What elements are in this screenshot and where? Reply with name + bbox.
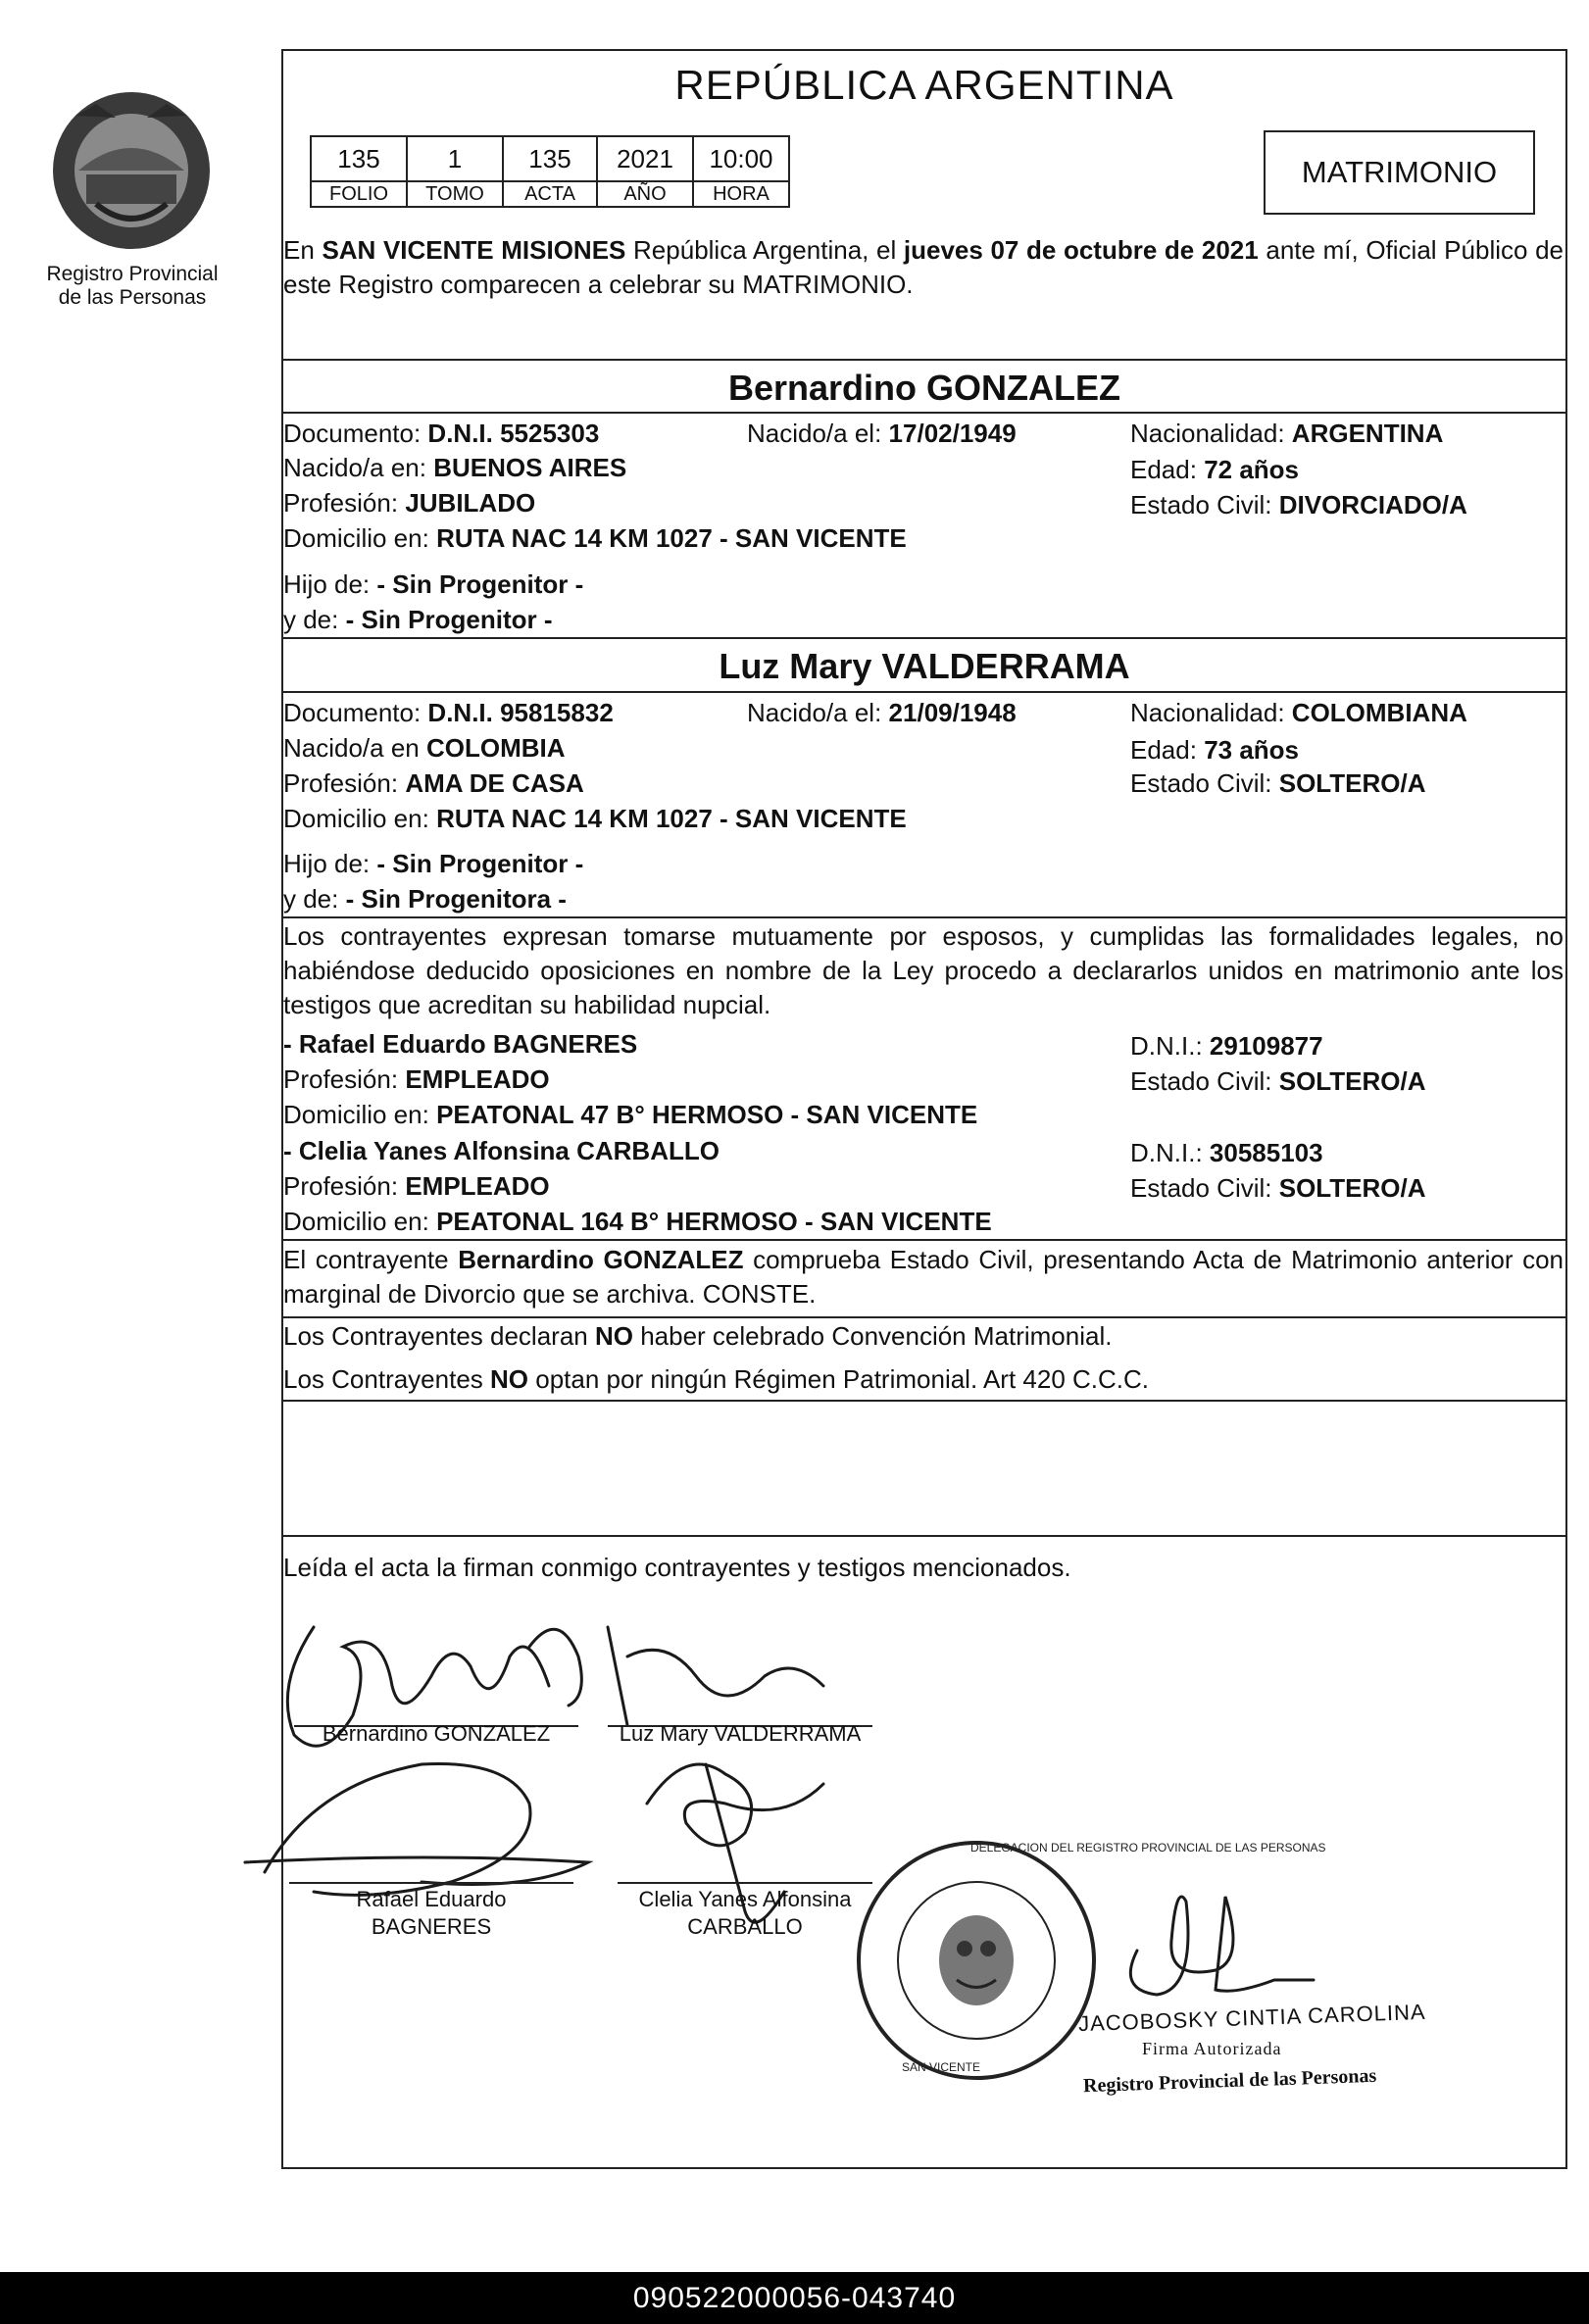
c1-profession: Profesión: JUBILADO [283,488,536,518]
c2-parent2: y de: - Sin Progenitora - [283,884,567,914]
regime-statement: Los Contrayentes NO optan por ningún Régimen Patrimonial. Art 420 C.C.C. [283,1364,1150,1394]
tomo-label: TOMO [407,181,503,207]
official-round-stamp [849,1833,1104,2088]
divider [281,916,1567,918]
c2-profession: Profesión: AMA DE CASA [283,768,584,798]
acta-value: 135 [503,136,597,181]
c1-domicile: Domicilio en: RUTA NAC 14 KM 1027 - SAN VICENTE [283,523,907,553]
logo-caption: Registro Provincial de las Personas [46,263,219,309]
divider [281,637,1567,639]
c1-parent2: y de: - Sin Progenitor - [283,605,553,634]
signature-label-3: Rafael Eduardo BAGNERES [356,1887,507,1939]
divider [281,359,1567,361]
intro-paragraph: En SAN VICENTE MISIONES República Argentina, el jueves 07 de octubre de 2021 ante mí, Oficial Público de este Registro comparecen a celebrar su MATRIMONIO. [283,235,1564,299]
c2-domicile: Domicilio en: RUTA NAC 14 KM 1027 - SAN VICENTE [283,804,907,833]
tomo-value: 1 [407,136,503,181]
witness2-domicile: Domicilio en: PEATONAL 164 B° HERMOSO - SAN VICENTE [283,1207,992,1236]
contrayente1-name: Bernardino GONZALEZ [727,368,1120,408]
witness2-name: - Clelia Yanes Alfonsina CARBALLO [283,1136,720,1165]
c1-born-in: Nacido/a en: BUENOS AIRES [283,453,627,482]
province-seal-logo [47,86,216,259]
c1-age: Edad: 72 años [1130,455,1300,484]
stamp-ring-top: DELEGACION DEL REGISTRO PROVINCIAL DE LAS PERSONAS [970,1841,1326,1854]
official-title: Firma Autorizada [1142,2039,1282,2058]
witness1-name: - Rafael Eduardo BAGNERES [283,1029,638,1059]
witness1-profession: Profesión: EMPLEADO [283,1064,550,1094]
divider [281,691,1567,693]
document-type-box: MATRIMONIO [1264,130,1535,215]
c1-born-date: Nacido/a el: 17/02/1949 [747,419,1017,448]
page-title: REPÚBLICA ARGENTINA [674,62,1174,108]
official-office: Registro Provincial de las Personas [1082,2064,1377,2098]
c2-nationality: Nacionalidad: COLOMBIANA [1130,698,1467,727]
document-code-footer: 090522000056-043740 [0,2272,1589,2324]
hora-value: 10:00 [693,136,789,181]
signature-line [618,1882,872,1884]
c2-born-in: Nacido/a en COLOMBIA [283,733,566,763]
signature-label-1: Bernardino GONZALEZ [322,1721,551,1746]
acta-label: ACTA [503,181,597,207]
closing-statement: Leída el acta la firman conmigo contrayentes y testigos mencionados. [283,1553,1071,1582]
c1-document: Documento: D.N.I. 5525303 [283,419,600,448]
witness1-civil-status: Estado Civil: SOLTERO/A [1130,1066,1426,1096]
stamp-ring-bottom: SAN VICENTE [902,2060,981,2074]
official-signature [1078,1882,1333,2019]
c1-nationality: Nacionalidad: ARGENTINA [1130,419,1444,448]
c1-civil-status: Estado Civil: DIVORCIADO/A [1130,490,1467,519]
witness2-profession: Profesión: EMPLEADO [283,1171,550,1201]
civil-status-note: El contrayente Bernardino GONZALEZ comprueba Estado Civil, presentando Acta de Matrimonio anterior con marginal de Divorcio que se archiva. CONSTE. [283,1245,1564,1309]
c2-civil-status: Estado Civil: SOLTERO/A [1130,768,1426,798]
hora-label: HORA [693,181,789,207]
contrayente2-name: Luz Mary VALDERRAMA [719,646,1130,686]
signature-label-4: Clelia Yanes Alfonsina CARBALLO [638,1887,852,1939]
c2-document: Documento: D.N.I. 95815832 [283,698,614,727]
declaration-paragraph: Los contrayentes expresan tomarse mutuamente por esposos, y cumplidas las formalidades legales, no habiéndose deducido oposiciones en nombre de la Ley procedo a declararlos unidos en matrimonio ante los testigos que acreditan su habilidad nupcial. [283,921,1564,1019]
witness1-domicile: Domicilio en: PEATONAL 47 B° HERMOSO - SAN VICENTE [283,1100,978,1129]
official-name: JACOBOSKY CINTIA CAROLINA [1077,1999,1426,2037]
signature-label-2: Luz Mary VALDERRAMA [619,1721,862,1746]
divider [281,1400,1567,1402]
folio-value: 135 [311,136,407,181]
convention-statement: Los Contrayentes declaran NO haber celebrado Convención Matrimonial. [283,1321,1113,1351]
c1-parent1: Hijo de: - Sin Progenitor - [283,569,584,599]
signature-line [289,1882,573,1884]
witness2-dni: D.N.I.: 30585103 [1130,1138,1323,1167]
c2-parent1: Hijo de: - Sin Progenitor - [283,849,584,878]
divider [281,1535,1567,1537]
divider [281,1239,1567,1241]
registry-table [310,135,790,208]
divider [281,1316,1567,1318]
c2-age: Edad: 73 años [1130,735,1300,765]
witness1-dni: D.N.I.: 29109877 [1130,1031,1323,1061]
witness2-civil-status: Estado Civil: SOLTERO/A [1130,1173,1426,1203]
anio-label: AÑO [597,181,693,207]
c2-born-date: Nacido/a el: 21/09/1948 [747,698,1017,727]
divider [281,412,1567,414]
anio-value: 2021 [597,136,693,181]
folio-label: FOLIO [311,181,407,207]
